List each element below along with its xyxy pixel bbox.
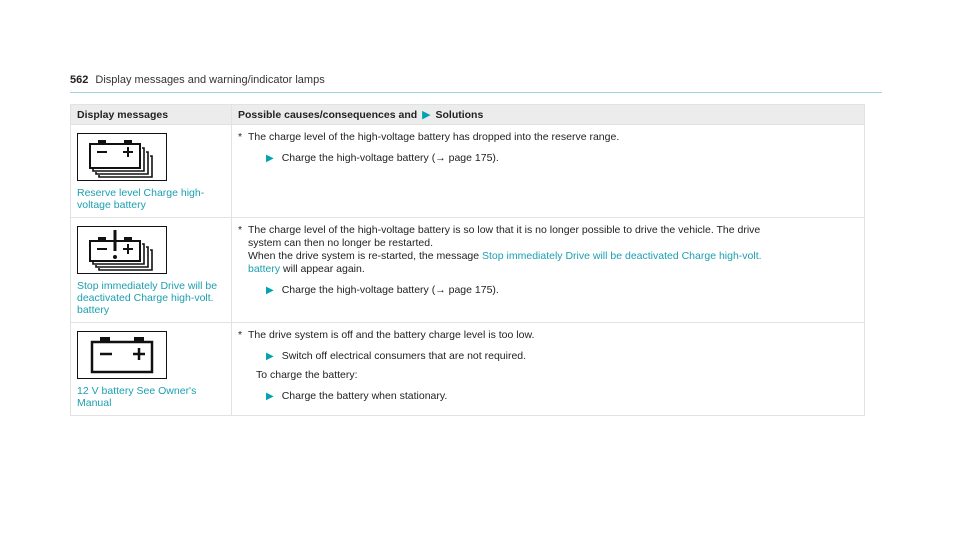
- action-text: Charge the high-voltage battery (→ page 175).: [281, 284, 499, 296]
- restart-note: When the drive system is re-started, the message Stop immediately Drive will be deactivated Charge high-volt. battery will appear again.: [248, 250, 762, 275]
- message-text-highlight-continued: battery: [248, 263, 281, 275]
- message-cell: [71, 125, 232, 218]
- action-step: [266, 350, 858, 363]
- action-arrow-icon: ▶: [266, 153, 274, 164]
- message-cell: [71, 323, 232, 416]
- message-cell: [71, 218, 232, 323]
- action-step: [266, 284, 858, 297]
- solution-arrow-icon: ▶: [422, 109, 431, 121]
- page-header: [70, 74, 882, 93]
- action-step: [266, 152, 858, 165]
- solution-cell: [232, 323, 865, 416]
- display-message-label: Stop immediately Drive will be deactivated Charge high-volt. battery: [77, 280, 218, 316]
- sub-heading: To charge the battery:: [256, 369, 358, 381]
- action-arrow-icon: ▶: [266, 351, 274, 362]
- high-voltage-battery-warning-icon: [77, 226, 167, 274]
- action-text: Charge the high-voltage battery (→ page 175).: [281, 152, 499, 164]
- display-message-label: Reserve level Charge high-voltage battery: [77, 187, 205, 211]
- action-step: [266, 390, 858, 403]
- column-header-causes-solutions: [232, 105, 865, 125]
- table-row: [71, 125, 865, 218]
- 12v-battery-icon: [77, 331, 167, 379]
- page-section-title: Display messages and warning/indicator lamps: [95, 74, 325, 86]
- message-text-highlight: Stop immediately Drive will be deactivated Charge high-volt.: [482, 250, 762, 262]
- solution-cell: [232, 218, 865, 323]
- display-messages-table: [70, 104, 865, 416]
- display-message-label: 12 V battery See Owner's Manual: [77, 385, 197, 409]
- action-arrow-icon: ▶: [266, 285, 274, 296]
- solution-cell: [232, 125, 865, 218]
- high-voltage-battery-icon: [77, 133, 167, 181]
- table-row: [71, 323, 865, 416]
- column-header-causes-text: Possible causes/consequences and: [238, 109, 418, 121]
- action-text: Charge the battery when stationary.: [281, 390, 448, 402]
- cause-bullet: * The charge level of the high-voltage battery has dropped into the reserve range.: [238, 131, 620, 143]
- page-number: 562: [70, 74, 89, 86]
- column-header-solutions-text: Solutions: [435, 109, 484, 121]
- table-header-row: [71, 105, 865, 125]
- action-text: Switch off electrical consumers that are not required.: [281, 350, 527, 362]
- cause-text: The charge level of the high-voltage battery has dropped into the reserve range.: [248, 131, 620, 143]
- action-arrow-icon: ▶: [266, 391, 274, 402]
- cause-bullet: * The charge level of the high-voltage battery is so low that it is no longer possible to drive the vehicle. The drive system can then no longer be restarted.: [238, 224, 761, 249]
- cause-text: The charge level of the high-voltage battery is so low that it is no longer possible to drive the vehicle. The drive: [248, 224, 761, 236]
- cause-bullet: * The drive system is off and the battery charge level is too low.: [238, 329, 535, 341]
- cause-text: The drive system is off and the battery charge level is too low.: [248, 329, 535, 341]
- column-header-display-messages: Display messages: [71, 105, 232, 125]
- cause-text-continued: system can then no longer be restarted.: [248, 237, 434, 249]
- table-row: [71, 218, 865, 323]
